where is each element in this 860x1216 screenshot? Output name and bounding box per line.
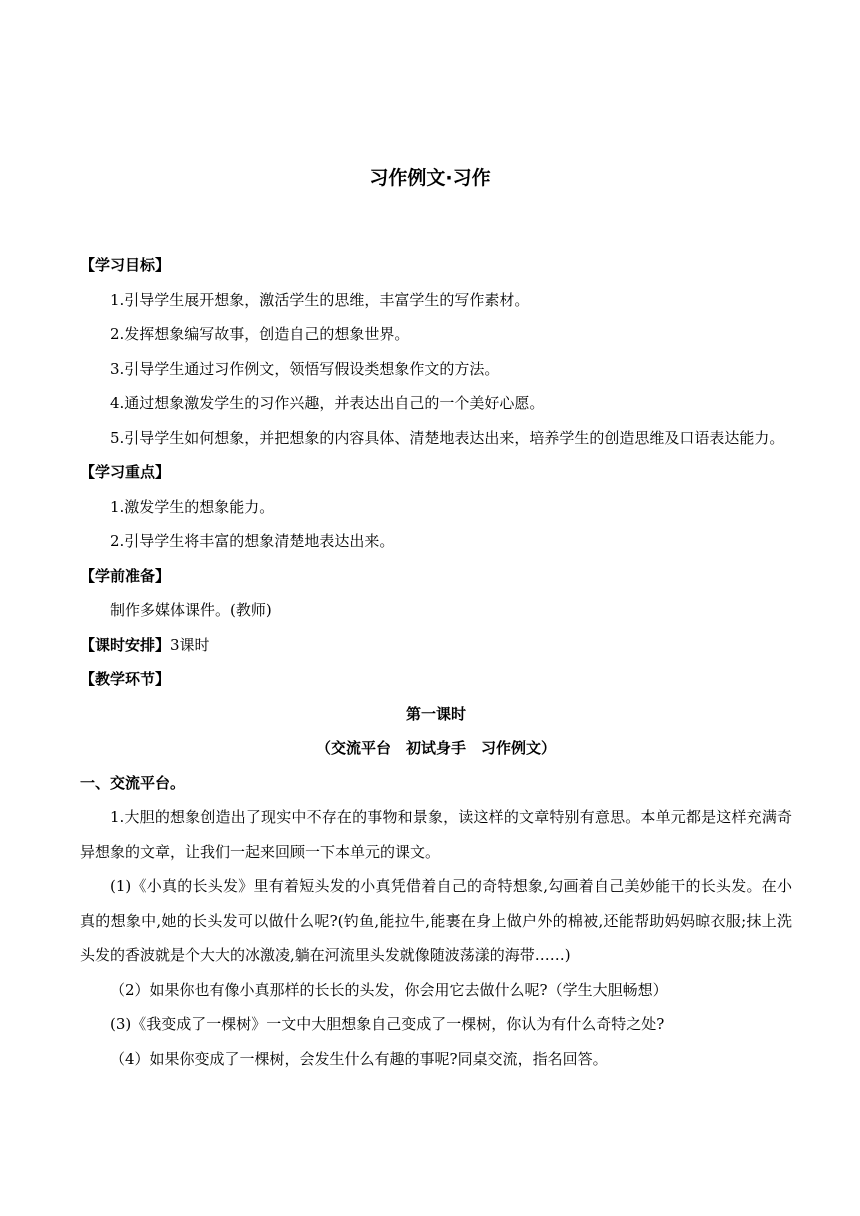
goal-item: 2.发挥想象编写故事，创造自己的想象世界。	[110, 325, 410, 343]
section-paragraph: （2）如果你也有像小真那样的长长的头发，你会用它去做什么呢?（学生大胆畅想）	[110, 980, 668, 999]
lesson-title: 第一课时	[405, 704, 466, 723]
schedule-text: 3课时	[170, 635, 210, 654]
section-paragraph: 1.大胆的想象创造出了现实中不存在的事物和景象，读这样的文章特别有意思。本单元都是这样充满奇异想象的文章，让我们一起来回顾一下本单元的课文。	[80, 808, 792, 861]
focus-heading: 【学习重点】	[80, 463, 171, 481]
section-paragraph: (1)《小真的长头发》里有着短头发的小真凭借着自己的奇特想象,勾画着自己美妙能干的长头发。在小真的想象中,她的长头发可以做什么呢?(钓鱼,能拉牛,能裹在身上做户外的棉被,还能帮助妈妈晾衣服;抹上洗头发的香波就是个大大的冰激凌,躺在河流里头发就像随波荡漾的海带……)	[80, 877, 792, 964]
lesson-subtitle: （交流平台 初试身手 习作例文）	[315, 739, 556, 757]
focus-item: 1.激发学生的想象能力。	[110, 497, 275, 516]
prep-text: 制作多媒体课件。(教师)	[110, 601, 272, 619]
section-heading: 一、交流平台。	[80, 773, 186, 792]
goals-heading: 【学习目标】	[80, 256, 171, 274]
prep-heading: 【学前准备】	[80, 566, 171, 585]
goal-item: 5.引导学生如何想象，并把想象的内容具体、清楚地表达出来，培养学生的创造思维及口语表达能力。	[110, 428, 785, 447]
focus-item: 2.引导学生将丰富的想象清楚地表达出来。	[110, 532, 395, 550]
goal-item: 3.引导学生通过习作例文，领悟写假设类想象作文的方法。	[110, 359, 500, 378]
steps-heading: 【教学环节】	[80, 670, 171, 688]
schedule-line	[80, 628, 792, 663]
schedule-heading: 【课时安排】	[80, 635, 171, 654]
goal-item: 4.通过想象激发学生的习作兴趣，并表达出自己的一个美好心愿。	[110, 394, 545, 412]
goal-item: 1.引导学生展开想象，激活学生的思维，丰富学生的写作素材。	[110, 290, 530, 309]
document-body	[80, 248, 792, 1076]
section-paragraph: (3)《我变成了一棵树》一文中大胆想象自己变成了一棵树，你认为有什么奇特之处?	[110, 1015, 665, 1033]
section-paragraph: （4）如果你变成了一棵树，会发生什么有趣的事呢?同桌交流，指名回答。	[110, 1049, 608, 1068]
document-title: 习作例文·习作	[369, 167, 491, 189]
